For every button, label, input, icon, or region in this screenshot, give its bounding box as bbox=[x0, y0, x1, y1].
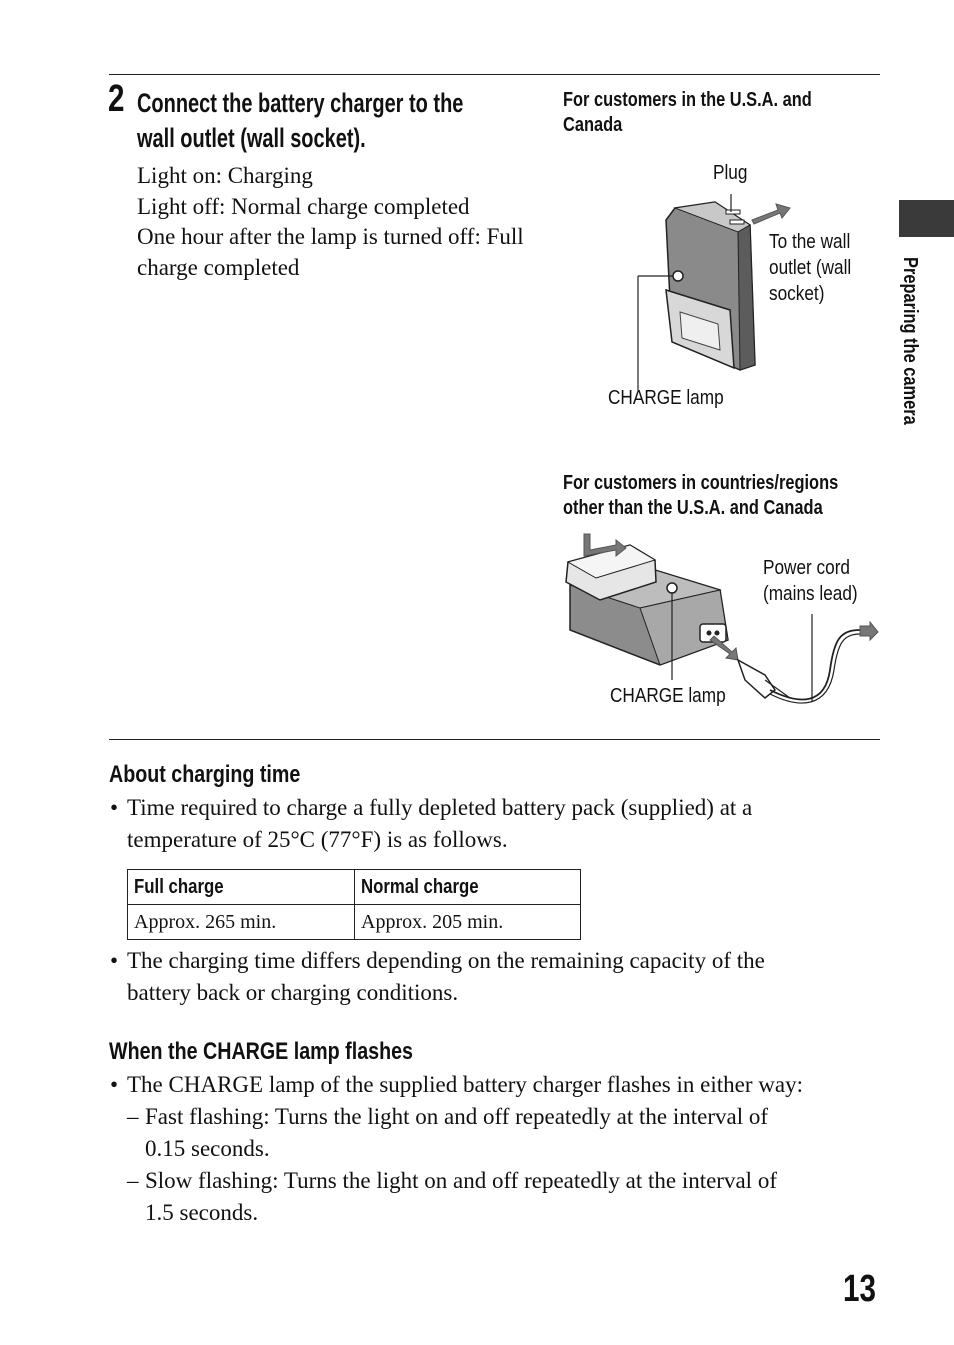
fast-flashing-line-1: Fast flashing: Turns the light on and off repeatedly at the interval of bbox=[145, 1104, 769, 1129]
label-plug: Plug bbox=[713, 162, 748, 184]
top-divider bbox=[109, 74, 880, 75]
label-charge-lamp-usa: CHARGE lamp bbox=[608, 387, 724, 409]
step-line-2: Light off: Normal charge completed bbox=[137, 193, 470, 219]
step-description bbox=[137, 161, 537, 283]
table-cell-normal-charge: Approx. 205 min. bbox=[355, 905, 581, 940]
dash-marker: – bbox=[127, 1104, 139, 1129]
bullet-marker: • bbox=[110, 1072, 119, 1097]
label-wall-outlet-line-1: To the wall bbox=[769, 231, 851, 253]
sidebar-section-label-text: Preparing the camera bbox=[899, 257, 921, 425]
slow-flashing-line-2: 1.5 seconds. bbox=[145, 1200, 259, 1225]
charging-time-table bbox=[127, 869, 581, 940]
sidebar-tab-marker bbox=[899, 200, 954, 237]
step-title-line-2: wall outlet (wall socket). bbox=[137, 123, 366, 153]
figure-usa-caption-line-1: For customers in the U.S.A. and bbox=[563, 89, 812, 111]
figure-other-caption-line-2: other than the U.S.A. and Canada bbox=[563, 497, 823, 519]
label-charge-lamp-other: CHARGE lamp bbox=[610, 685, 726, 707]
slow-flashing-line-1: Slow flashing: Turns the light on and off repeatedly at the interval of bbox=[145, 1168, 777, 1193]
page-number: 13 bbox=[843, 1268, 876, 1310]
table-header-normal-charge: Normal charge bbox=[355, 870, 581, 905]
table-row bbox=[128, 905, 581, 940]
dash-marker: – bbox=[127, 1168, 139, 1193]
label-wall-outlet-line-3: socket) bbox=[769, 283, 825, 305]
step-title-line-1: Connect the battery charger to the bbox=[137, 88, 464, 118]
figure-other-caption-line-1: For customers in countries/regions bbox=[563, 472, 839, 494]
step-line-1: Light on: Charging bbox=[137, 163, 313, 188]
bullet-marker: • bbox=[110, 948, 119, 973]
flashing-heading: When the CHARGE lamp flashes bbox=[109, 1038, 414, 1065]
bullet-2-line-2: battery back or charging conditions. bbox=[127, 980, 459, 1005]
table-cell-full-charge: Approx. 265 min. bbox=[128, 905, 355, 940]
table-header-row bbox=[128, 870, 581, 905]
figure-other-caption bbox=[563, 471, 838, 521]
step-line-3: One hour after the lamp is turned off: Full bbox=[137, 224, 524, 249]
middle-divider bbox=[109, 739, 880, 740]
label-power-cord-line-1: Power cord bbox=[763, 557, 850, 579]
bullet-1-line-1: Time required to charge a fully depleted battery pack (supplied) at a bbox=[127, 795, 753, 820]
step-title bbox=[137, 86, 463, 156]
step-number: 2 bbox=[108, 78, 125, 120]
charging-time-heading: About charging time bbox=[109, 761, 301, 788]
figure-usa-caption-line-2: Canada bbox=[563, 114, 623, 136]
bullet-2-line-1: The charging time differs depending on the remaining capacity of the bbox=[127, 948, 765, 973]
figure-usa-caption bbox=[563, 88, 812, 138]
label-power-cord-line-2: (mains lead) bbox=[763, 583, 858, 605]
label-power-cord bbox=[763, 555, 858, 607]
label-wall-outlet-line-2: outlet (wall bbox=[769, 257, 852, 279]
sidebar-section-label bbox=[895, 257, 923, 487]
bullet-marker: • bbox=[110, 795, 119, 820]
bullet-1-line-2: temperature of 25°C (77°F) is as follows. bbox=[127, 827, 508, 852]
table-header-full-charge: Full charge bbox=[128, 870, 355, 905]
flashing-bullet-text: The CHARGE lamp of the supplied battery charger flashes in either way: bbox=[127, 1072, 803, 1097]
label-wall-outlet bbox=[769, 229, 851, 307]
step-line-4: charge completed bbox=[137, 254, 300, 280]
fast-flashing-line-2: 0.15 seconds. bbox=[145, 1136, 270, 1161]
